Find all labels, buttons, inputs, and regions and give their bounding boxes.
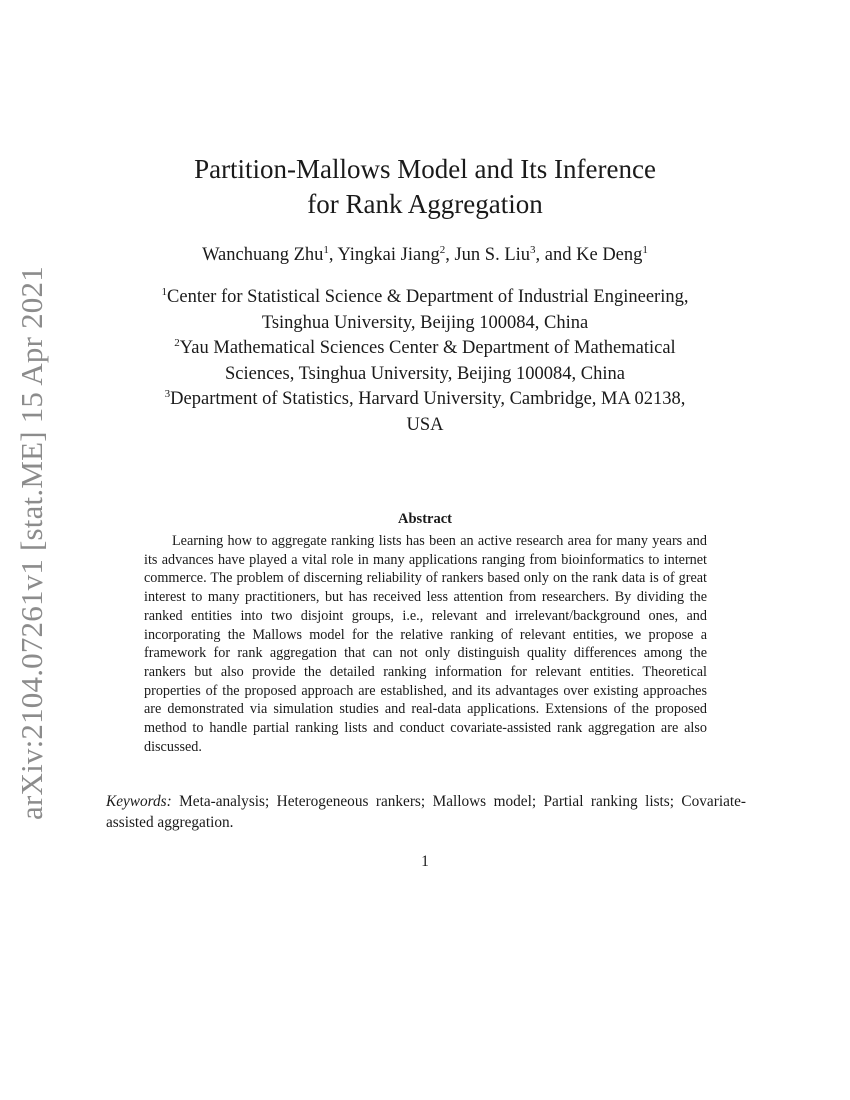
abstract-text: Learning how to aggregate ranking lists has been an active research area for many years and its advances have played a vital role in many applications ranging from bioinformatics to internet commerce. The problem of discerning reliability of rankers based only on the rank data is of great interest to many practitioners, but has received less attention from researchers. By dividing the ranked entities into two disjoint groups, i.e., relevant and irrelevant/background ones, and incorporating the Mallows model for the relative ranking of relevant entities, we propose a framework for rank aggregation that can not only distinguish quality differences among the rankers but also provide the detailed ranking information for relevant entities. Theoretical properties of the proposed approach are established, and its advantages over existing approaches are demonstrated via simulation studies and real-data applications. Extensions of the proposed method to handle partial ranking lists and conduct covariate-assisted rank aggregation are also discussed. (144, 533, 707, 755)
keywords (106, 791, 746, 833)
title-line-2: for Rank Aggregation (307, 189, 543, 219)
author (454, 245, 576, 265)
affiliation-text: Yau Mathematical Sciences Center & Department of Mathematical (179, 338, 676, 358)
paper-title (100, 152, 750, 222)
abstract-heading: Abstract (398, 511, 452, 527)
author (576, 245, 648, 265)
affiliation-mark: 3 (164, 388, 171, 400)
author-affiliation-mark: 2 (439, 244, 446, 256)
keywords-label: Keywords: (106, 793, 172, 810)
affiliation-text: Center for Statistical Science & Department of Industrial Engineering, (167, 287, 689, 307)
author-separator: , (445, 245, 455, 265)
author-list (100, 242, 750, 268)
arxiv-identifier-stamp: arXiv:2104.07261v1 [stat.ME] 15 Apr 2021 (14, 266, 49, 820)
author-affiliation-mark: 1 (323, 244, 329, 256)
author-affiliation-mark: 1 (642, 244, 648, 256)
affiliation-2-line-1 (100, 336, 750, 362)
author-name: Ke Deng (576, 245, 643, 265)
author-affiliation-mark: 3 (530, 244, 536, 256)
affiliation-3-line-2: USA (406, 414, 444, 435)
affiliation-mark: 2 (174, 337, 180, 349)
affiliation-1-line-1 (100, 285, 750, 311)
author (202, 245, 337, 265)
author-name: Yingkai Jiang (337, 245, 440, 265)
author (337, 245, 454, 265)
affiliation-list (100, 285, 750, 438)
title-line-1: Partition-Mallows Model and Its Inference (194, 154, 656, 184)
author-separator: , (328, 245, 338, 265)
author-separator: , and (535, 245, 577, 265)
author-name: Jun S. Liu (454, 245, 531, 265)
affiliation-mark: 1 (161, 286, 168, 298)
affiliation-3-line-1 (100, 387, 750, 413)
keywords-text: Meta-analysis; Heterogeneous rankers; Mallows model; Partial ranking lists; Covariate-assisted aggregation. (106, 793, 746, 831)
author-name: Wanchuang Zhu (202, 245, 324, 265)
affiliation-2-line-2: Sciences, Tsinghua University, Beijing 100084, China (224, 363, 625, 384)
affiliation-1-line-2: Tsinghua University, Beijing 100084, China (261, 312, 589, 333)
affiliation-text: Department of Statistics, Harvard University, Cambridge, MA 02138, (170, 389, 686, 409)
page-number: 1 (421, 853, 429, 870)
